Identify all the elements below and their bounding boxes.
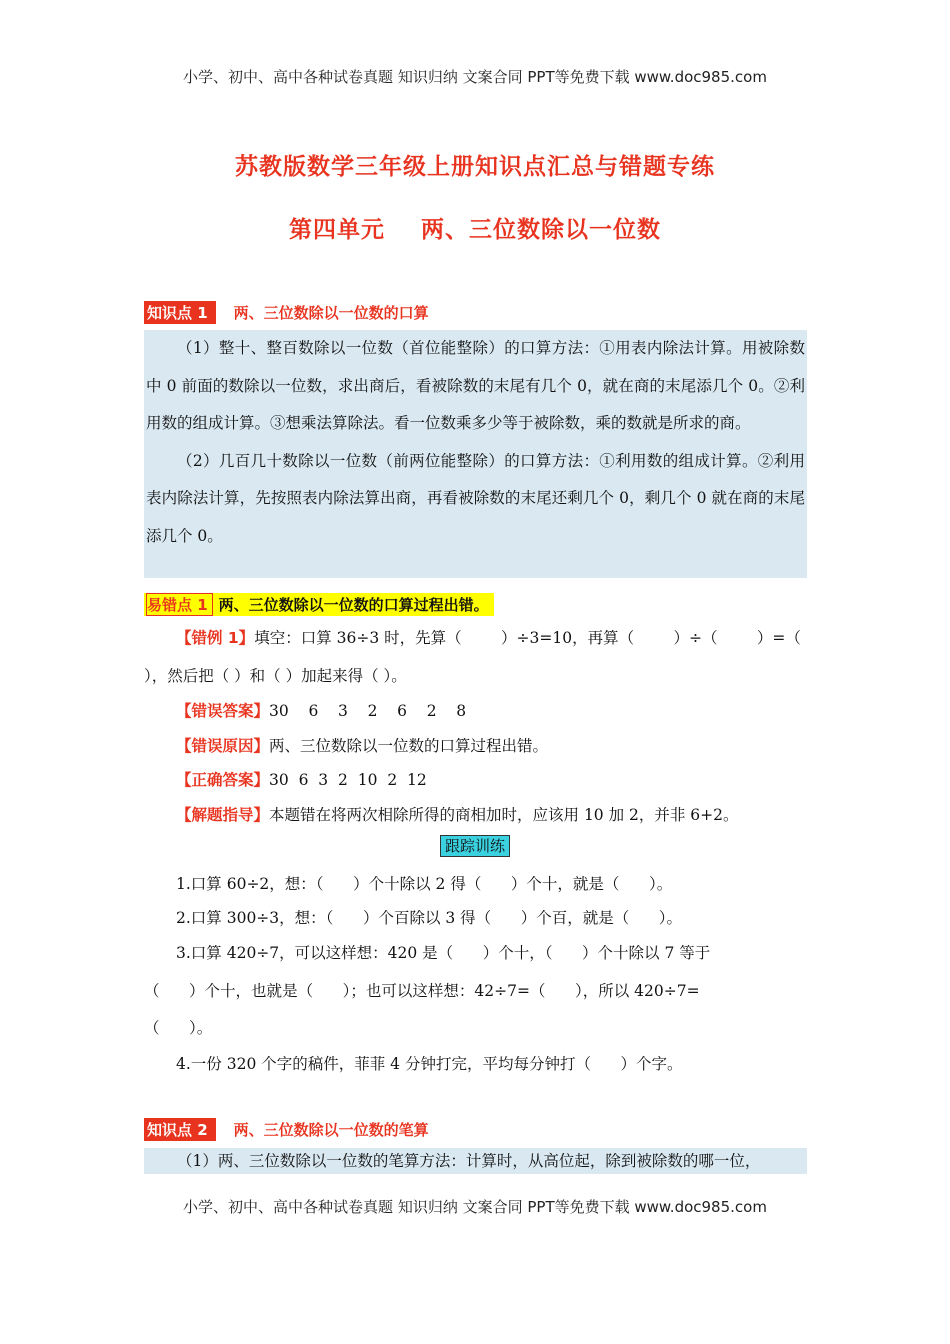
knowledge-point-title: 两、三位数除以一位数的口算: [233, 304, 429, 322]
knowledge-point-tag: 知识点 1: [144, 301, 216, 324]
practice-heading: [0, 835, 950, 856]
correct-answer-line: [144, 768, 841, 790]
paragraph: （1）整十、整百数除以一位数（首位能整除）的口算方法：①用表内除法计算。用被除数中 0 前面的数除以一位数，求出商后，看被除数的末尾有几个 0，就在商的末尾添几个 0。②利用数的组成计算。③想乘法算除法。看一位数乘多少等于被除数，乘的数就是所求的商。: [146, 339, 805, 432]
practice-question-3: 3.口算 420÷7，可以这样想：420 是（ ）个十，（ ）个十除以 7 等于: [176, 944, 711, 962]
knowledge-point-1-heading: [144, 301, 429, 324]
mistake-point-title: 两、三位数除以一位数的口算过程出错。: [218, 596, 489, 614]
knowledge-point-1-content: [144, 330, 807, 578]
practice-tag: 跟踪训练: [440, 835, 510, 857]
page-header: 小学、初中、高中各种试卷真题 知识归纳 文案合同 PPT等免费下载 www.doc985.com: [183, 68, 767, 86]
knowledge-point-tag: 知识点 2: [144, 1118, 216, 1141]
example-line-continued: ），然后把（ ）和（ ）加起来得（ ）。: [144, 667, 407, 685]
practice-question-3-end: （ ）。: [144, 1019, 213, 1037]
wrong-reason-text: 两、三位数除以一位数的口算过程出错。: [269, 737, 549, 755]
page-footer: 小学、初中、高中各种试卷真题 知识归纳 文案合同 PPT等免费下载 www.doc985.com: [183, 1198, 767, 1216]
mistake-point-1-heading: [144, 593, 494, 616]
knowledge-point-title: 两、三位数除以一位数的笔算: [233, 1121, 429, 1139]
mistake-point-tag: 易错点 1: [146, 593, 213, 616]
practice-question-1: 1.口算 60÷2，想：（ ）个十除以 2 得（ ）个十，就是（ ）。: [176, 875, 673, 893]
knowledge-point-2-heading: [144, 1118, 429, 1141]
paragraph: （2）几百几十数除以一位数（前两位能整除）的口算方法：①利用数的组成计算。②利用表内除法计算，先按照表内除法算出商，再看被除数的末尾还剩几个 0，剩几个 0 就在商的末尾添几个 0。: [146, 451, 805, 545]
guide-text: 本题错在将两次相除所得的商相加时，应该用 10 加 2，并非 6+2。: [269, 806, 739, 824]
practice-question-2: 2.口算 300÷3，想：（ ）个百除以 3 得（ ）个百，就是（ ）。: [176, 909, 683, 927]
practice-question-4: 4.一份 320 个字的稿件，菲菲 4 分钟打完，平均每分钟打（ ）个字。: [176, 1055, 683, 1073]
guide-line: [144, 803, 841, 825]
knowledge-point-2-content: [144, 1148, 807, 1174]
correct-answer-label: 【正确答案】: [176, 771, 270, 789]
correct-answer-text: 30 6 3 2 10 2 12: [269, 771, 427, 789]
wrong-answer-line: [144, 699, 841, 721]
document-title: 苏教版数学三年级上册知识点汇总与错题专练: [235, 154, 715, 180]
paragraph: （1）两、三位数除以一位数的笔算方法：计算时，从高位起，除到被除数的哪一位，: [177, 1152, 761, 1170]
guide-label: 【解题指导】: [176, 806, 270, 824]
unit-title: 第四单元 两、三位数除以一位数: [288, 217, 662, 243]
wrong-answer-label: 【错误答案】: [176, 702, 270, 720]
example-line: [144, 626, 841, 648]
example-label: 【错例 1】: [176, 629, 255, 647]
wrong-reason-line: [144, 734, 841, 756]
wrong-answer-text: 30 6 3 2 6 2 8: [269, 702, 467, 720]
practice-question-3-continued: （ ）个十，也就是（ ）；也可以这样想：42÷7=（ ），所以 420÷7=: [144, 982, 700, 1000]
wrong-reason-label: 【错误原因】: [176, 737, 270, 755]
example-text: 填空：口算 36÷3 时，先算（ ）÷3=10，再算（ ）÷（ ）=（: [254, 629, 801, 647]
